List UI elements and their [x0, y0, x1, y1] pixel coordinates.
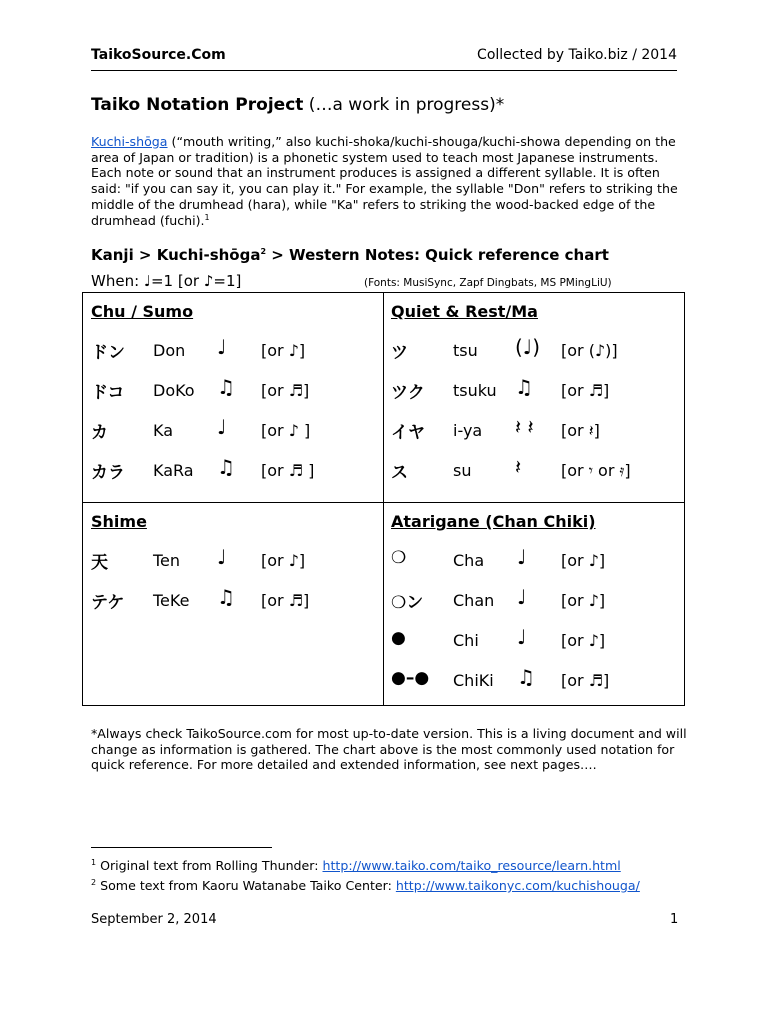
atari-row-kanji-label: ❍ン — [391, 593, 424, 613]
quiet-row-syllable-label: su — [453, 461, 472, 480]
atari-row-note-icon: ♩ — [517, 545, 527, 569]
chu-row-alternate-notation: [or ♬ ] — [261, 461, 315, 480]
chu-row-alternate-notation: [or ♪ ] — [261, 421, 311, 440]
atari-row-note-icon: ♩ — [517, 585, 527, 609]
quiet-row-alternate-notation: [or ♬] — [561, 381, 610, 400]
chart-subtitle: Kanji > Kuchi-shōga$^2$ > Western Notes: Quick reference chart — [91, 246, 609, 264]
chart-divider-horizontal — [82, 502, 685, 503]
shime-row-alternate-notation: [or ♪] — [261, 551, 306, 570]
quiet-row-kanji-label: ツク — [391, 383, 425, 403]
quiet-row-kanji-label: ツ — [391, 343, 408, 363]
shime-row-alternate-notation: [or ♬] — [261, 591, 310, 610]
chu-row-kanji-label: カ — [91, 423, 108, 443]
shime-row-kanji-label: 天 — [91, 553, 108, 573]
atari-row-kanji-label: ●–● — [391, 668, 430, 688]
page-title: Taiko Notation Project (…a work in progress)* — [91, 95, 505, 115]
quiet-row-alternate-notation: [or (♪)] — [561, 341, 618, 360]
quiet-row-kanji-label: ス — [391, 463, 408, 483]
section-chu-sumo: Chu / Sumo — [91, 302, 194, 321]
quiet-row-syllable-label: tsu — [453, 341, 478, 360]
chu-row-syllable-label: KaRa — [153, 461, 194, 480]
footnote-note: *Always check TaikoSource.com for most up-to-date version. This is a living document and will change as information is gathered. The chart above is the most commonly used notation for quick reference. For more detailed and extended information, see next pages…. — [91, 726, 687, 773]
footnote-2: $^2$ Some text from Kaoru Watanabe Taiko Center: http://www.taikonyc.com/kuchishouga/ — [91, 877, 640, 893]
section-shime: Shime — [91, 512, 147, 531]
intro-text: (“mouth writing,” also kuchi-shoka/kuchi-shouga/kuchi-showa depending on the area of Japan or tradition) is a phonetic system used to teach most Japanese instruments. Each note or sound that an instrument produces is assigned a different syllable. It is often said: "if you can say it, you can play it." For example, the syllable "Don" refers to striking the middle of the drumhead (hara), while "Ka" refers to striking the wood-backed edge of the drumhead (fuchi). — [91, 134, 678, 228]
chu-row-note-icon: ♫ — [217, 375, 235, 399]
header-rule — [91, 70, 677, 71]
section-atarigane: Atarigane (Chan Chiki) — [391, 512, 596, 531]
quiet-row-alternate-notation: [or 𝄽] — [561, 421, 600, 440]
atari-row-syllable-label: Chan — [453, 591, 495, 610]
atari-row-syllable-label: ChiKi — [453, 671, 494, 690]
chu-row-syllable-label: Ka — [153, 421, 174, 440]
chu-row-syllable-label: Don — [153, 341, 186, 360]
atari-row-note-icon: ♩ — [517, 625, 527, 649]
atari-row-syllable-label: Cha — [453, 551, 485, 570]
atari-row-note-icon: ♫ — [517, 665, 535, 689]
chu-row-kanji-label: カラ — [91, 463, 125, 483]
shime-row-syllable-label: Ten — [153, 551, 181, 570]
shime-row-syllable-label: TeKe — [153, 591, 190, 610]
atari-row-alternate-notation: [or ♪] — [561, 591, 606, 610]
fonts-note: (Fonts: MusiSync, Zapf Dingbats, MS PMingLiU) — [364, 277, 612, 289]
footnote-ref: 1 — [204, 212, 210, 222]
quiet-row-syllable-label: i-ya — [453, 421, 483, 440]
kuchi-shoga-link[interactable]: Kuchi-shōga — [91, 134, 168, 149]
quiet-row-note-icon: 𝄽 𝄽 — [515, 415, 534, 439]
atari-row-alternate-notation: [or ♪] — [561, 551, 606, 570]
chart-divider-vertical — [383, 292, 384, 706]
footer-date: September 2, 2014 — [91, 912, 217, 927]
quarter-note-icon: ♩ — [143, 272, 151, 290]
quiet-row-alternate-notation: [or 𝄾 or 𝄿] — [561, 461, 631, 480]
footnote-1-link[interactable]: http://www.taiko.com/taiko_resource/learn.html — [322, 858, 621, 873]
quiet-row-note-icon: ♫ — [515, 375, 533, 399]
page-number: 1 — [670, 912, 679, 927]
atari-row-kanji-label: ● — [391, 628, 406, 648]
atari-row-syllable-label: Chi — [453, 631, 479, 650]
shime-row-kanji-label: テケ — [91, 593, 125, 613]
atari-row-alternate-notation: [or ♬] — [561, 671, 610, 690]
chu-row-note-icon: ♫ — [217, 455, 235, 479]
atari-row-alternate-notation: [or ♪] — [561, 631, 606, 650]
section-quiet-rest: Quiet & Rest/Ma — [391, 302, 538, 321]
footnote-2-link[interactable]: http://www.taikonyc.com/kuchishouga/ — [395, 878, 640, 893]
shime-row-note-icon: ♩ — [217, 545, 227, 569]
quiet-row-syllable-label: tsuku — [453, 381, 497, 400]
chu-row-note-icon: ♩ — [217, 415, 227, 439]
quiet-row-note-icon: 𝄽 — [515, 455, 522, 479]
tempo-note: When: ♩=1 [or ♪=1] — [91, 272, 242, 290]
header-credit: Collected by Taiko.biz / 2014 — [477, 47, 677, 63]
chu-row-kanji-label: ドコ — [91, 383, 125, 403]
chu-row-alternate-notation: [or ♬] — [261, 381, 310, 400]
chu-row-syllable-label: DoKo — [153, 381, 195, 400]
footnote-1: $^1$ Original text from Rolling Thunder: http://www.taiko.com/taiko_resource/learn.html — [91, 857, 621, 873]
atari-row-kanji-label: ❍ — [391, 548, 407, 568]
eighth-note-icon: ♪ — [203, 272, 214, 290]
intro-paragraph — [91, 134, 681, 228]
quiet-row-kanji-label: イヤ — [391, 423, 425, 443]
quiet-row-note-icon: (♩) — [515, 335, 541, 359]
chu-row-alternate-notation: [or ♪] — [261, 341, 306, 360]
chu-row-kanji-label: ドン — [91, 343, 125, 363]
shime-row-note-icon: ♫ — [217, 585, 235, 609]
chu-row-note-icon: ♩ — [217, 335, 227, 359]
footnote-rule — [91, 847, 272, 848]
header-site: TaikoSource.Com — [91, 47, 226, 63]
